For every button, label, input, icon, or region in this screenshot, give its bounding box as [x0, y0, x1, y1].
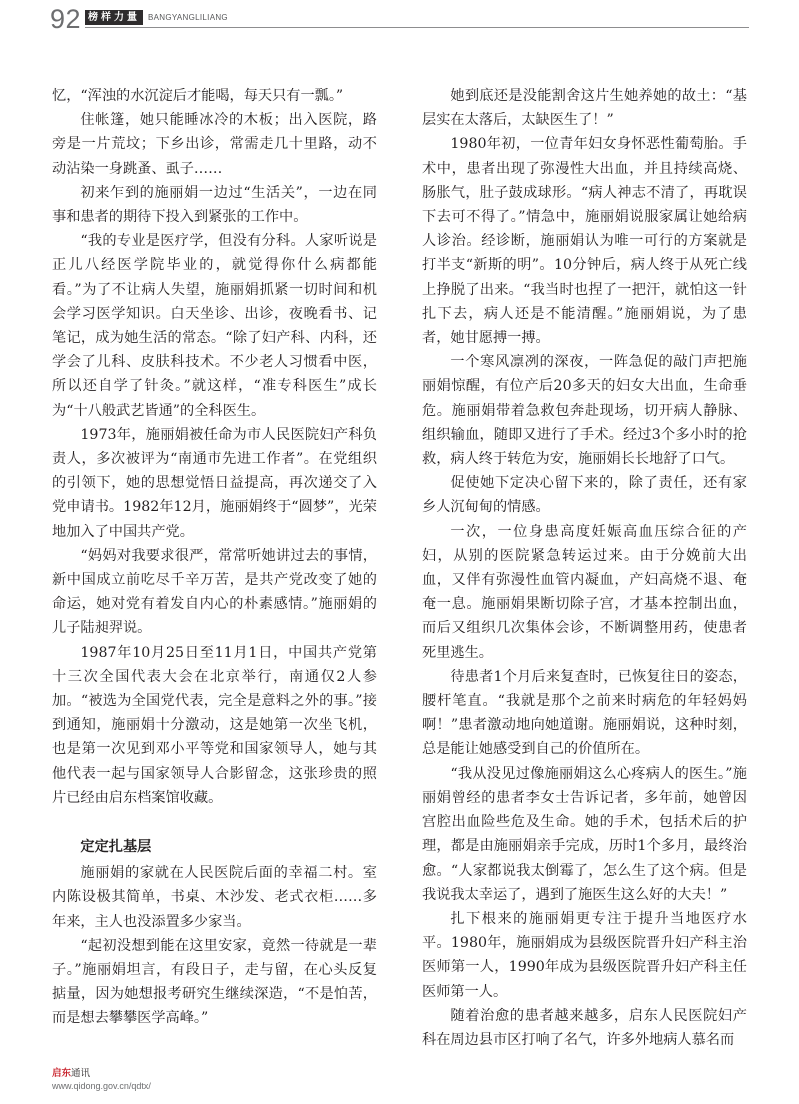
- paragraph: “妈妈对我要求很严，常常听她讲过去的事情，新中国成立前吃尽千辛万苦，是共产党改变了她的命运，她对党有着发自内心的朴素感情。”施丽娟的儿子陆昶羿说。: [52, 547, 377, 637]
- paragraph: 住帐篷，她只能睡冰冷的木板；出入医院，路旁是一片荒坟；下乡出诊，常需走几十里路，动不动沾染一身跳蚤、虱子……: [52, 112, 377, 177]
- paragraph: 随着治愈的患者越来越多，启东人民医院妇产科在周边县市区打响了名气，许多外地病人慕名而: [422, 1007, 747, 1048]
- footer-url: www.qidong.gov.cn/qdtx/: [52, 1081, 151, 1091]
- column-name-badge: 榜样力量: [85, 10, 143, 25]
- paragraph: “我的专业是医疗学，但没有分科。人家听说是正儿八经医学院毕业的，就觉得你什么病都能看。”为了不让病人失望，施丽娟抓紧一切时间和机会学习医学知识。白天坐诊、出诊，夜晚看书、记笔记，成为她生活的常态。“除了妇产科、内科，还学会了儿科、皮肤科技术。不少老人习惯看中医，所以还自学了针灸。”就这样，“准专科医生”成长为“十八般武艺皆通”的全科医生。: [52, 233, 377, 419]
- right-column: [422, 84, 747, 1052]
- paragraph: 忆，“浑浊的水沉淀后才能喝，每天只有一瓢。”: [52, 88, 344, 104]
- paragraph: 1980年初，一位青年妇女身怀恶性葡萄胎。手术中，患者出现了弥漫性大出血，并且持续高烧、肠胀气，肚子鼓成球形。“病人神志不清了，再耽误下去可不得了。”情急中，施丽娟说服家属让她给病人诊治。经诊断，施丽娟认为唯一可行的方案就是打半支“新斯的明”。10分钟后，病人终于从死亡线上挣脱了出来。“我当时也捏了一把汗，就怕这一针扎下去，病人还是不能清醒。”施丽娟说，为了患者，她甘愿搏一搏。: [422, 136, 747, 347]
- paragraph: 1987年10月25日至11月1日，中国共产党第十三次全国代表大会在北京举行，南通仅2人参加。“被选为全国党代表，完全是意料之外的事。”接到通知，施丽娟十分激动，这是她第一次坐飞机，也是第一次见到邓小平等党和国家领导人，她与其他代表一起与国家领导人合影留念，这张珍贵的照片已经由启东档案馆收藏。: [52, 644, 377, 806]
- paragraph: 一个寒风凛冽的深夜，一阵急促的敲门声把施丽娟惊醒，有位产后20多天的妇女大出血，生命垂危。施丽娟带着急救包奔赴现场，切开病人静脉、组织输血，随即又进行了手术。经过3个多小时的抢救，病人终于转危为安，施丽娟长长地舒了口气。: [422, 354, 747, 468]
- footer-brand-red: 启东: [52, 1068, 72, 1079]
- column-name-pinyin: BANGYANGLILIANG: [148, 13, 228, 22]
- paragraph: “起初没想到能在这里安家，竟然一待就是一辈子。”施丽娟坦言，有段日子，走与留，在心头反复掂量，因为她想报考研究生继续深造，“不是怕苦，而是想去攀攀医学高峰。”: [52, 937, 377, 1027]
- paragraph: 初来乍到的施丽娟一边过“生活关”，一边在同事和患者的期待下投入到紧张的工作中。: [52, 184, 377, 226]
- paragraph: 一次，一位身患高度妊娠高血压综合征的产妇，从别的医院紧急转运过来。由于分娩前大出血，又伴有弥漫性血管内凝血，产妇高烧不退、奄奄一息。施丽娟果断切除子宫，才基本控制出血，而后又组织几次集体会诊，不断调整用药，使患者死里逃生。: [422, 523, 747, 661]
- section-heading: 定定扎基层: [80, 839, 152, 856]
- page-header: [0, 0, 799, 44]
- footer-brand: [52, 1068, 151, 1080]
- header-divider: [85, 27, 749, 28]
- paragraph: 待患者1个月后来复查时，已恢复往日的姿态，腰杆笔直。“我就是那个之前来时病危的年轻妈妈啊！”患者激动地向她道谢。施丽娟说，这种时刻，总是能让她感受到自己的价值所在。: [422, 668, 747, 758]
- paragraph: 1973年，施丽娟被任命为市人民医院妇产科负责人，多次被评为“南通市先进工作者”。在党组织的引领下，她的思想觉悟日益提高，再次递交了入党申请书。1982年12月，施丽娟终于“圆梦”，光荣地加入了中国共产党。: [52, 426, 377, 540]
- page-number: 92: [50, 4, 82, 34]
- page-footer: [52, 1068, 151, 1092]
- paragraph: 她到底还是没能割舍这片生她养她的故土：“基层实在太落后，太缺医生了！”: [422, 88, 747, 129]
- footer-brand-black: 通讯: [71, 1068, 91, 1079]
- paragraph: 施丽娟的家就在人民医院后面的幸福二村。室内陈设极其简单，书桌、木沙发、老式衣柜……多年来，主人也没添置多少家当。: [52, 865, 377, 930]
- paragraph: “我从没见过像施丽娟这么心疼病人的医生。”施丽娟曾经的患者李女士告诉记者，多年前，她曾因宫腔出血险些危及生命。她的手术，包括术后的护理，都是由施丽娟亲手完成，历时1个多月，最终治愈。“人家都说我太倒霉了，怎么生了这个病。但是我说我太幸运了，遇到了施医生这么好的大夫！”: [422, 765, 747, 903]
- section-gap: [52, 810, 377, 823]
- paragraph: 扎下根来的施丽娟更专注于提升当地医疗水平。1980年，施丽娟成为县级医院晋升妇产科主治医师第一人，1990年成为县级医院晋升妇产科主任医师第一人。: [422, 910, 747, 1000]
- left-column: [52, 84, 377, 1031]
- paragraph: 促使她下定决心留下来的，除了责任，还有家乡人沉甸甸的情感。: [422, 475, 747, 516]
